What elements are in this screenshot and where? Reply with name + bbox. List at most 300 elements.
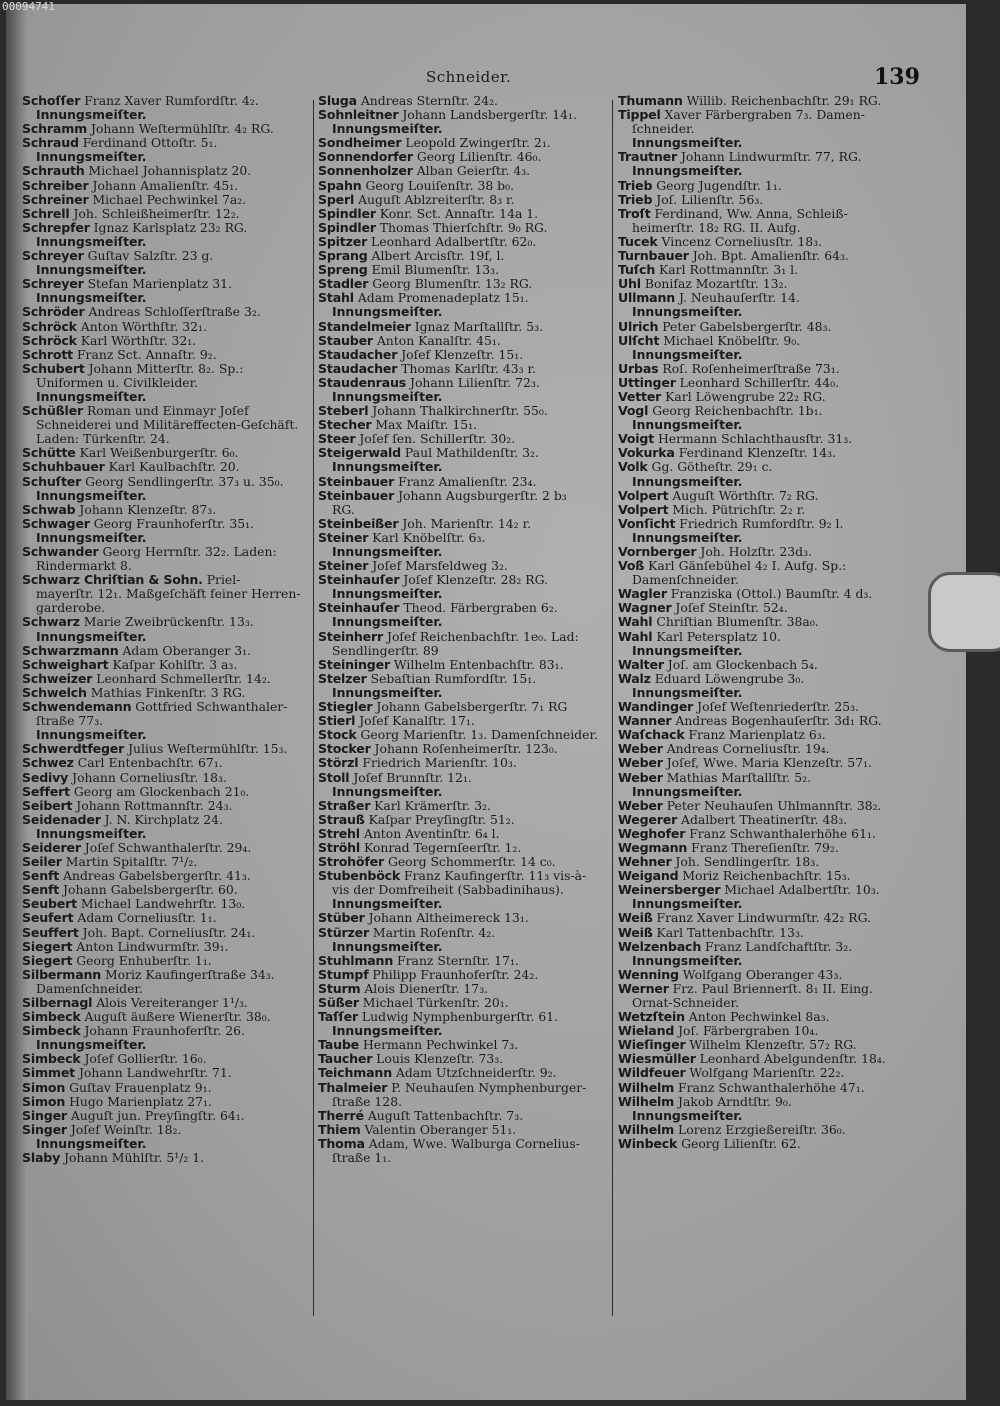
directory-entry: [618, 390, 910, 404]
entry-surname: Schwager: [22, 516, 90, 531]
directory-entry: [22, 179, 314, 193]
directory-entry: [318, 630, 610, 644]
entry-surname: Sturm: [318, 981, 361, 996]
directory-entry: [318, 559, 610, 573]
entry-details: Georg Enhuberſtr. 1₁.: [72, 953, 212, 968]
entry-details: Paul Mathildenſtr. 3₂.: [400, 446, 539, 461]
entry-surname: Steinhauſer: [318, 573, 400, 588]
entry-surname: Turnbauer: [618, 249, 689, 264]
directory-entry: [22, 221, 314, 235]
directory-entry: [618, 827, 910, 841]
directory-entry: [22, 475, 314, 489]
entry-surname: Wahl: [618, 629, 653, 644]
directory-entry: [618, 291, 910, 305]
directory-entry: [618, 362, 910, 376]
entry-surname: Steigerwald: [318, 446, 401, 461]
directory-entry: [618, 1066, 910, 1080]
entry-surname: Schoſſer: [22, 94, 81, 108]
entry-details: Karl Knöbelſtr. 6₃.: [368, 530, 486, 545]
entry-details: Andreas Gabelsbergerſtr. 41₃.: [59, 869, 251, 884]
directory-entry: [618, 1052, 910, 1066]
directory-entry: [22, 1066, 314, 1080]
directory-entry: [618, 263, 910, 277]
entry-details: Johann Augsburgerſtr. 2 b₃: [394, 488, 567, 503]
entry-surname: Schwarz Chriſtian & Sohn.: [22, 573, 203, 588]
entry-details: Michael Türkenſtr. 20₁.: [358, 996, 509, 1010]
guild-master-note: Innungsmeiſter.: [36, 150, 147, 165]
entry-details: Thomas Thierſchſtr. 9₀ RG.: [375, 220, 548, 235]
entry-surname: Schrauth: [22, 164, 85, 179]
directory-entry: [22, 996, 314, 1010]
entry-surname: Volpert: [618, 502, 669, 517]
scan-id: 00094741: [2, 0, 55, 13]
directory-entry: [22, 841, 314, 855]
entry-surname: Schwab: [22, 502, 76, 517]
directory-entry: [318, 249, 610, 263]
entry-details: Karl Weißenburgerſtr. 6₀.: [75, 446, 239, 461]
entry-surname: Steininger: [318, 657, 390, 672]
directory-entry: [618, 503, 910, 517]
entry-surname: Simon: [22, 1080, 66, 1095]
entry-details: Franz Amalienſtr. 23₄.: [394, 474, 537, 489]
entry-details: Philipp Fraunhoferſtr. 24₂.: [368, 967, 539, 982]
guild-master-note: Innungsmeiſter.: [332, 122, 443, 137]
entry-details: Friedrich Marienſtr. 10₃.: [358, 756, 517, 771]
entry-details: Joſef Weſtenriederſtr. 25₃.: [693, 700, 859, 715]
entry-surname: Stuhlmann: [318, 953, 394, 968]
entry-surname: Wiesmüller: [618, 1052, 696, 1067]
entry-surname: Wieſinger: [618, 1038, 686, 1053]
directory-entry: [618, 728, 910, 742]
entry-details: Mathias Finkenſtr. 3 RG.: [86, 685, 246, 700]
directory-entry: [22, 193, 314, 207]
entry-details: Gg. Götheſtr. 29₁ c.: [647, 460, 773, 475]
entry-details: Roman und Einmayr Joſef: [83, 404, 249, 419]
directory-entry: [22, 305, 314, 319]
entry-details: Georg Jugendſtr. 1₁.: [652, 178, 782, 193]
directory-entry: [22, 207, 314, 221]
entry-surname: Stubenböck: [318, 869, 401, 884]
entry-surname: Taube: [318, 1038, 359, 1053]
directory-entry: [618, 1024, 910, 1038]
directory-entry: [22, 362, 314, 376]
entry-surname: Ströhl: [318, 840, 361, 855]
entry-surname: Wilhelm: [618, 1122, 675, 1137]
directory-entry: [318, 982, 610, 996]
entry-surname: Wegerer: [618, 812, 678, 827]
column-3: [618, 94, 910, 1151]
entry-surname: Walz: [618, 671, 651, 686]
entry-surname: Schrell: [22, 206, 70, 221]
entry-details: Johann Klenzeſtr. 87₃.: [75, 502, 217, 517]
entry-surname: Schuhbauer: [22, 460, 105, 475]
directory-entry: [22, 1081, 314, 1095]
directory-entry: [618, 911, 910, 925]
entry-surname: Vornberger: [618, 545, 697, 559]
entry-details: Johann Gabelsbergerſtr. 7₁ RG: [372, 700, 568, 715]
entry-details: Joſef Weinſtr. 18₂.: [66, 1122, 182, 1137]
directory-entry: [22, 1095, 314, 1109]
entry-details: Michael Landwehrſtr. 13₀.: [76, 897, 246, 912]
guild-master-note: Innungsmeiſter.: [632, 685, 743, 700]
entry-details: Valentin Oberanger 51₁.: [360, 1122, 517, 1137]
entry-details: Karl Petersplatz 10.: [652, 629, 781, 644]
entry-surname: Vogl: [618, 404, 649, 419]
entry-details: Georg Marienſtr. 1₃. Damenſchneider.: [356, 728, 598, 743]
entry-surname: Ullmann: [618, 291, 676, 306]
directory-entry: [22, 672, 314, 686]
directory-entry: [318, 714, 610, 728]
entry-surname: Weiß: [618, 911, 653, 926]
directory-entry: [618, 376, 910, 390]
directory-entry: [618, 545, 910, 559]
entry-surname: Siegert: [22, 953, 73, 968]
entry-surname: Wilhelm: [618, 1080, 675, 1095]
directory-entry: [618, 982, 910, 996]
entry-surname: Ulſcht: [618, 333, 660, 348]
entry-surname: Seibert: [22, 798, 73, 813]
entry-surname: Sonnenholzer: [318, 164, 413, 179]
entry-details: Gottfried Schwanthaler-: [131, 700, 288, 715]
directory-entry: [618, 249, 910, 263]
entry-surname: Seiderer: [22, 840, 81, 855]
entry-surname: Schwez: [22, 756, 74, 771]
directory-entry: [22, 334, 314, 348]
directory-entry: [22, 926, 314, 940]
entry-details: Anton Aventinſtr. 6₄ l.: [359, 826, 500, 841]
entry-surname: Schwelch: [22, 685, 87, 700]
entry-details: Karl Gänſebühel 4₂ I. Aufg. Sp.:: [644, 559, 847, 574]
directory-entry: [22, 686, 314, 700]
directory-entry: [318, 799, 610, 813]
entry-surname: Schrepfer: [22, 220, 90, 235]
entry-surname: Stierl: [318, 714, 356, 729]
entry-details: Johann Landsbergerſtr. 14₁.: [398, 108, 577, 123]
entry-details: Priel-: [202, 573, 241, 588]
entry-details: Konrad Tegernſeerſtr. 1₂.: [360, 840, 522, 855]
directory-entry: [318, 334, 610, 348]
entry-details: Frz. Paul Briennerſt. 8₁ II. Eing.: [668, 981, 873, 996]
directory-entry: [22, 756, 314, 770]
directory-entry: [318, 235, 610, 249]
directory-entry: [618, 756, 910, 770]
entry-details: Georg Herrnſtr. 32₂. Laden:: [98, 545, 277, 559]
entry-surname: Sonnendorfer: [318, 150, 413, 165]
entry-details: Joh. Sendlingerſtr. 18₃.: [671, 855, 820, 870]
directory-entry: [22, 503, 314, 517]
entry-details: Anton Lindwurmſtr. 39₁.: [72, 939, 229, 954]
guild-master-note: Innungsmeiſter.: [632, 474, 743, 489]
entry-surname: Schubert: [22, 361, 85, 376]
guild-master-note: Innungsmeiſter.: [36, 488, 147, 503]
entry-surname: Schwarz: [22, 615, 80, 630]
directory-entry: [618, 883, 910, 897]
directory-entry: [22, 348, 314, 362]
entry-details: Andreas Bogenhauſerſtr. 3d₁ RG.: [671, 714, 882, 729]
directory-entry: [618, 432, 910, 446]
directory-entry: [618, 235, 910, 249]
entry-details: Joſ. Färbergraben 10₄.: [674, 1024, 819, 1039]
entry-details: Martin Spitalſtr. 7¹/₂.: [61, 855, 198, 870]
entry-details: Lorenz Erzgießereiſtr. 36₀.: [674, 1122, 846, 1137]
thumb-index-tab: [928, 572, 1000, 652]
directory-entry: [318, 1038, 610, 1052]
entry-details: Moriz Reichenbachſtr. 15₃.: [678, 869, 851, 884]
directory-entry: [22, 460, 314, 474]
entry-surname: Stahl: [318, 291, 354, 306]
entry-surname: Seidenader: [22, 812, 101, 827]
directory-entry: [22, 644, 314, 658]
directory-entry: [618, 968, 910, 982]
entry-details: Johann Weſtermühlſtr. 4₂ RG.: [87, 122, 274, 137]
directory-entry: [22, 1024, 314, 1038]
guild-master-note: Innungsmeiſter.: [36, 234, 147, 249]
directory-entry: [618, 771, 910, 785]
column-rule: [612, 100, 613, 1316]
directory-entry: [318, 1052, 610, 1066]
entry-surname: Ulrich: [618, 319, 659, 334]
directory-page: [6, 4, 966, 1400]
entry-details: Johann Lilienſtr. 72₃.: [406, 375, 540, 390]
page-number: 139: [874, 64, 920, 90]
entry-surname: Seuffert: [22, 925, 79, 940]
entry-details: Joh. Bapt. Corneliusſtr. 24₁.: [78, 925, 256, 940]
directory-entry: [22, 249, 314, 263]
entry-details: Franz Kaufingerſtr. 11₃ vis-à-: [400, 869, 587, 884]
directory-entry: [318, 1081, 610, 1095]
entry-continuation: heimerſtr. 18₂ RG. II. Aufg.: [632, 220, 801, 235]
entry-details: Johann Amalienſtr. 45₁.: [88, 178, 239, 193]
entry-surname: Wandinger: [618, 700, 694, 715]
entry-surname: Schröck: [22, 319, 77, 334]
entry-continuation: ſtraße 77₃.: [36, 714, 104, 729]
guild-master-note: Innungsmeiſter.: [632, 643, 743, 658]
entry-surname: Thalmeier: [318, 1080, 388, 1095]
entry-surname: Steiner: [318, 530, 369, 545]
entry-surname: Steiner: [318, 559, 369, 574]
entry-details: Hugo Marienplatz 27₁.: [65, 1094, 212, 1109]
entry-details: Georg Schommerſtr. 14 c₀.: [384, 855, 556, 870]
directory-entry: [318, 1137, 610, 1151]
entry-details: Xaver Färbergraben 7₃. Damen-: [660, 108, 865, 123]
directory-entry: [22, 1151, 314, 1165]
entry-surname: Schröder: [22, 305, 85, 320]
directory-entry: [318, 489, 610, 503]
guild-master-note: Innungsmeiſter.: [632, 1108, 743, 1123]
entry-details: Joſef ſen. Schillerſtr. 30₂.: [355, 432, 516, 447]
entry-surname: Störzl: [318, 756, 359, 771]
entry-details: Ignaz Marſtallſtr. 5₃.: [410, 319, 544, 334]
entry-details: J. N. Kirchplatz 24.: [100, 812, 223, 827]
entry-details: Alois Dienerſtr. 17₃.: [360, 981, 489, 996]
directory-entry: [618, 1010, 910, 1024]
entry-details: Michael Adalbertſtr. 10₃.: [720, 883, 880, 898]
directory-entry: [22, 883, 314, 897]
entry-details: Ferdinand Klenzeſtr. 14₃.: [674, 446, 837, 461]
guild-master-note: Innungsmeiſter.: [36, 1136, 147, 1151]
directory-entry: [618, 1095, 910, 1109]
entry-details: Konr. Sct. Annaſtr. 14a 1.: [375, 206, 539, 221]
entry-details: Leonhard Adalbertſtr. 62₀.: [367, 234, 537, 249]
entry-surname: Wagner: [618, 601, 672, 616]
entry-details: Michael Johannisplatz 20.: [84, 164, 252, 179]
directory-entry: [22, 700, 314, 714]
entry-surname: Senft: [22, 869, 60, 884]
entry-details: Auguſt äußere Wienerſtr. 38₀.: [80, 1010, 271, 1025]
entry-details: Johann Roſenheimerſtr. 123₀.: [370, 742, 558, 757]
directory-entry: [22, 122, 314, 136]
entry-details: Peter Neuhauſen Uhlmannſtr. 38₂.: [662, 798, 882, 813]
entry-details: Franz Schwanthalerhöhe 61₁.: [685, 826, 876, 841]
entry-details: Kaſpar Kohlſtr. 3 a₃.: [108, 657, 238, 672]
entry-details: Johann Altheimereck 13₁.: [364, 911, 529, 926]
entry-surname: Steberl: [318, 404, 369, 419]
entry-surname: Seubert: [22, 897, 77, 912]
entry-surname: Simbeck: [22, 1052, 81, 1067]
entry-continuation: garderobe.: [36, 601, 106, 616]
entry-details: Louis Klenzeſtr. 73₃.: [372, 1052, 504, 1067]
entry-surname: Uhl: [618, 277, 641, 292]
directory-entry: [618, 601, 910, 615]
directory-entry: [318, 320, 610, 334]
directory-entry: [318, 911, 610, 925]
entry-surname: Tuſch: [618, 263, 656, 278]
entry-details: Johann Corneliusſtr. 18₃.: [68, 770, 227, 785]
entry-surname: Weber: [618, 770, 663, 785]
entry-surname: Simbeck: [22, 1024, 81, 1039]
entry-details: Karl Tattenbachſtr. 13₃.: [652, 925, 804, 940]
directory-entry: [22, 615, 314, 629]
guild-master-note: Innungsmeiſter.: [632, 530, 743, 545]
entry-surname: Thoma: [318, 1136, 365, 1151]
directory-entry: [618, 869, 910, 883]
entry-surname: Simmet: [22, 1066, 75, 1081]
entry-surname: Silbermann: [22, 967, 102, 982]
directory-entry: [22, 446, 314, 460]
directory-entry: [318, 869, 610, 883]
entry-surname: Seiler: [22, 855, 62, 870]
column-2: [318, 94, 610, 1165]
guild-master-note: Innungsmeiſter.: [332, 1024, 443, 1039]
entry-surname: Steinherr: [318, 629, 384, 644]
entry-continuation: Sendlingerſtr. 89: [332, 643, 439, 658]
entry-surname: Thiem: [318, 1122, 361, 1137]
entry-surname: Voß: [618, 559, 645, 574]
entry-surname: Taſſer: [318, 1010, 358, 1025]
directory-entry: [22, 545, 314, 559]
entry-surname: Singer: [22, 1108, 67, 1123]
entry-surname: Vonſicht: [618, 516, 676, 531]
entry-details: Wilhelm Entenbachſtr. 83₁.: [389, 657, 564, 672]
entry-details: Vincenz Corneliusſtr. 18₃.: [657, 234, 823, 249]
entry-details: Wolfgang Oberanger 43₃.: [678, 967, 843, 982]
directory-entry: [318, 658, 610, 672]
entry-surname: Staudacher: [318, 361, 398, 376]
entry-details: Joſef Schwanthalerſtr. 29₄.: [80, 840, 252, 855]
entry-continuation: Damenſchneider.: [632, 573, 739, 588]
entry-surname: Tucek: [618, 234, 658, 249]
directory-entry: [22, 940, 314, 954]
directory-entry: [318, 742, 610, 756]
entry-surname: Spindler: [318, 206, 376, 221]
entry-surname: Trieb: [618, 192, 653, 207]
entry-details: Franz Xaver Rumfordſtr. 4₂.: [80, 94, 259, 108]
entry-surname: Slaby: [22, 1151, 61, 1166]
entry-surname: Volpert: [618, 488, 669, 503]
entry-surname: Strauß: [318, 812, 365, 827]
entry-surname: Voigt: [618, 432, 655, 447]
entry-surname: Schwander: [22, 545, 99, 559]
entry-details: Bonifaz Mozartſtr. 13₂.: [640, 277, 788, 292]
directory-entry: [318, 841, 610, 855]
entry-surname: Weigand: [618, 869, 679, 884]
directory-entry: [318, 672, 610, 686]
directory-entry: [618, 714, 910, 728]
directory-entry: [318, 221, 610, 235]
directory-entry: [618, 559, 910, 573]
directory-entry: [22, 517, 314, 531]
entry-details: Andreas Schloſſerſtraße 3₂.: [84, 305, 261, 320]
entry-details: Joſef Marsfeldweg 3₂.: [368, 559, 508, 574]
entry-details: Georg Blumenſtr. 13₂ RG.: [368, 277, 533, 292]
entry-surname: Taucher: [318, 1052, 373, 1067]
entry-details: Adam Corneliusſtr. 1₁.: [73, 911, 217, 926]
entry-details: Joſef Klenzeſtr. 15₁.: [397, 347, 524, 362]
entry-details: Chriſtian Blumenſtr. 38a₀.: [652, 615, 819, 630]
entry-surname: Steinhauſer: [318, 601, 400, 616]
entry-continuation: RG.: [332, 502, 355, 517]
entry-surname: Schwendemann: [22, 700, 132, 715]
directory-entry: [318, 700, 610, 714]
directory-entry: [618, 742, 910, 756]
entry-surname: Urbas: [618, 361, 659, 376]
guild-master-note: Innungsmeiſter.: [632, 136, 743, 151]
entry-surname: Staudacher: [318, 347, 398, 362]
entry-details: J. Neuhauſerſtr. 14.: [675, 291, 800, 306]
guild-master-note: Innungsmeiſter.: [36, 728, 147, 743]
entry-details: Guſtav Frauenplatz 9₁.: [65, 1080, 212, 1095]
directory-entry: [318, 926, 610, 940]
directory-entry: [618, 193, 910, 207]
entry-surname: Steer: [318, 432, 356, 447]
directory-entry: [22, 968, 314, 982]
directory-entry: [618, 855, 910, 869]
directory-entry: [618, 150, 910, 164]
directory-entry: [22, 277, 314, 291]
guild-master-note: Innungsmeiſter.: [332, 389, 443, 404]
entry-surname: Steinbauer: [318, 474, 395, 489]
guild-master-note: Innungsmeiſter.: [632, 305, 743, 320]
entry-surname: Wieland: [618, 1024, 675, 1039]
guild-master-note: Innungsmeiſter.: [36, 1038, 147, 1053]
entry-surname: Sluga: [318, 94, 357, 108]
entry-details: Marie Zweibrückenſtr. 13₃.: [79, 615, 254, 630]
directory-entry: [22, 771, 314, 785]
guild-master-note: Innungsmeiſter.: [36, 826, 147, 841]
entry-surname: Stelzer: [318, 671, 367, 686]
directory-entry: [618, 94, 910, 108]
directory-entry: [318, 207, 610, 221]
entry-details: Joh. Marienſtr. 14₂ r.: [398, 516, 532, 531]
entry-details: Franz Sternſtr. 17₁.: [393, 953, 519, 968]
entry-surname: Schütte: [22, 446, 76, 461]
directory-entry: [22, 658, 314, 672]
directory-entry: [22, 164, 314, 178]
entry-details: Joſef Klenzeſtr. 28₂ RG.: [399, 573, 548, 588]
entry-surname: Trieb: [618, 178, 653, 193]
entry-details: Albert Arcisſtr. 19f, l.: [367, 249, 505, 264]
entry-details: Franz Sct. Annaſtr. 9₂.: [73, 347, 217, 362]
